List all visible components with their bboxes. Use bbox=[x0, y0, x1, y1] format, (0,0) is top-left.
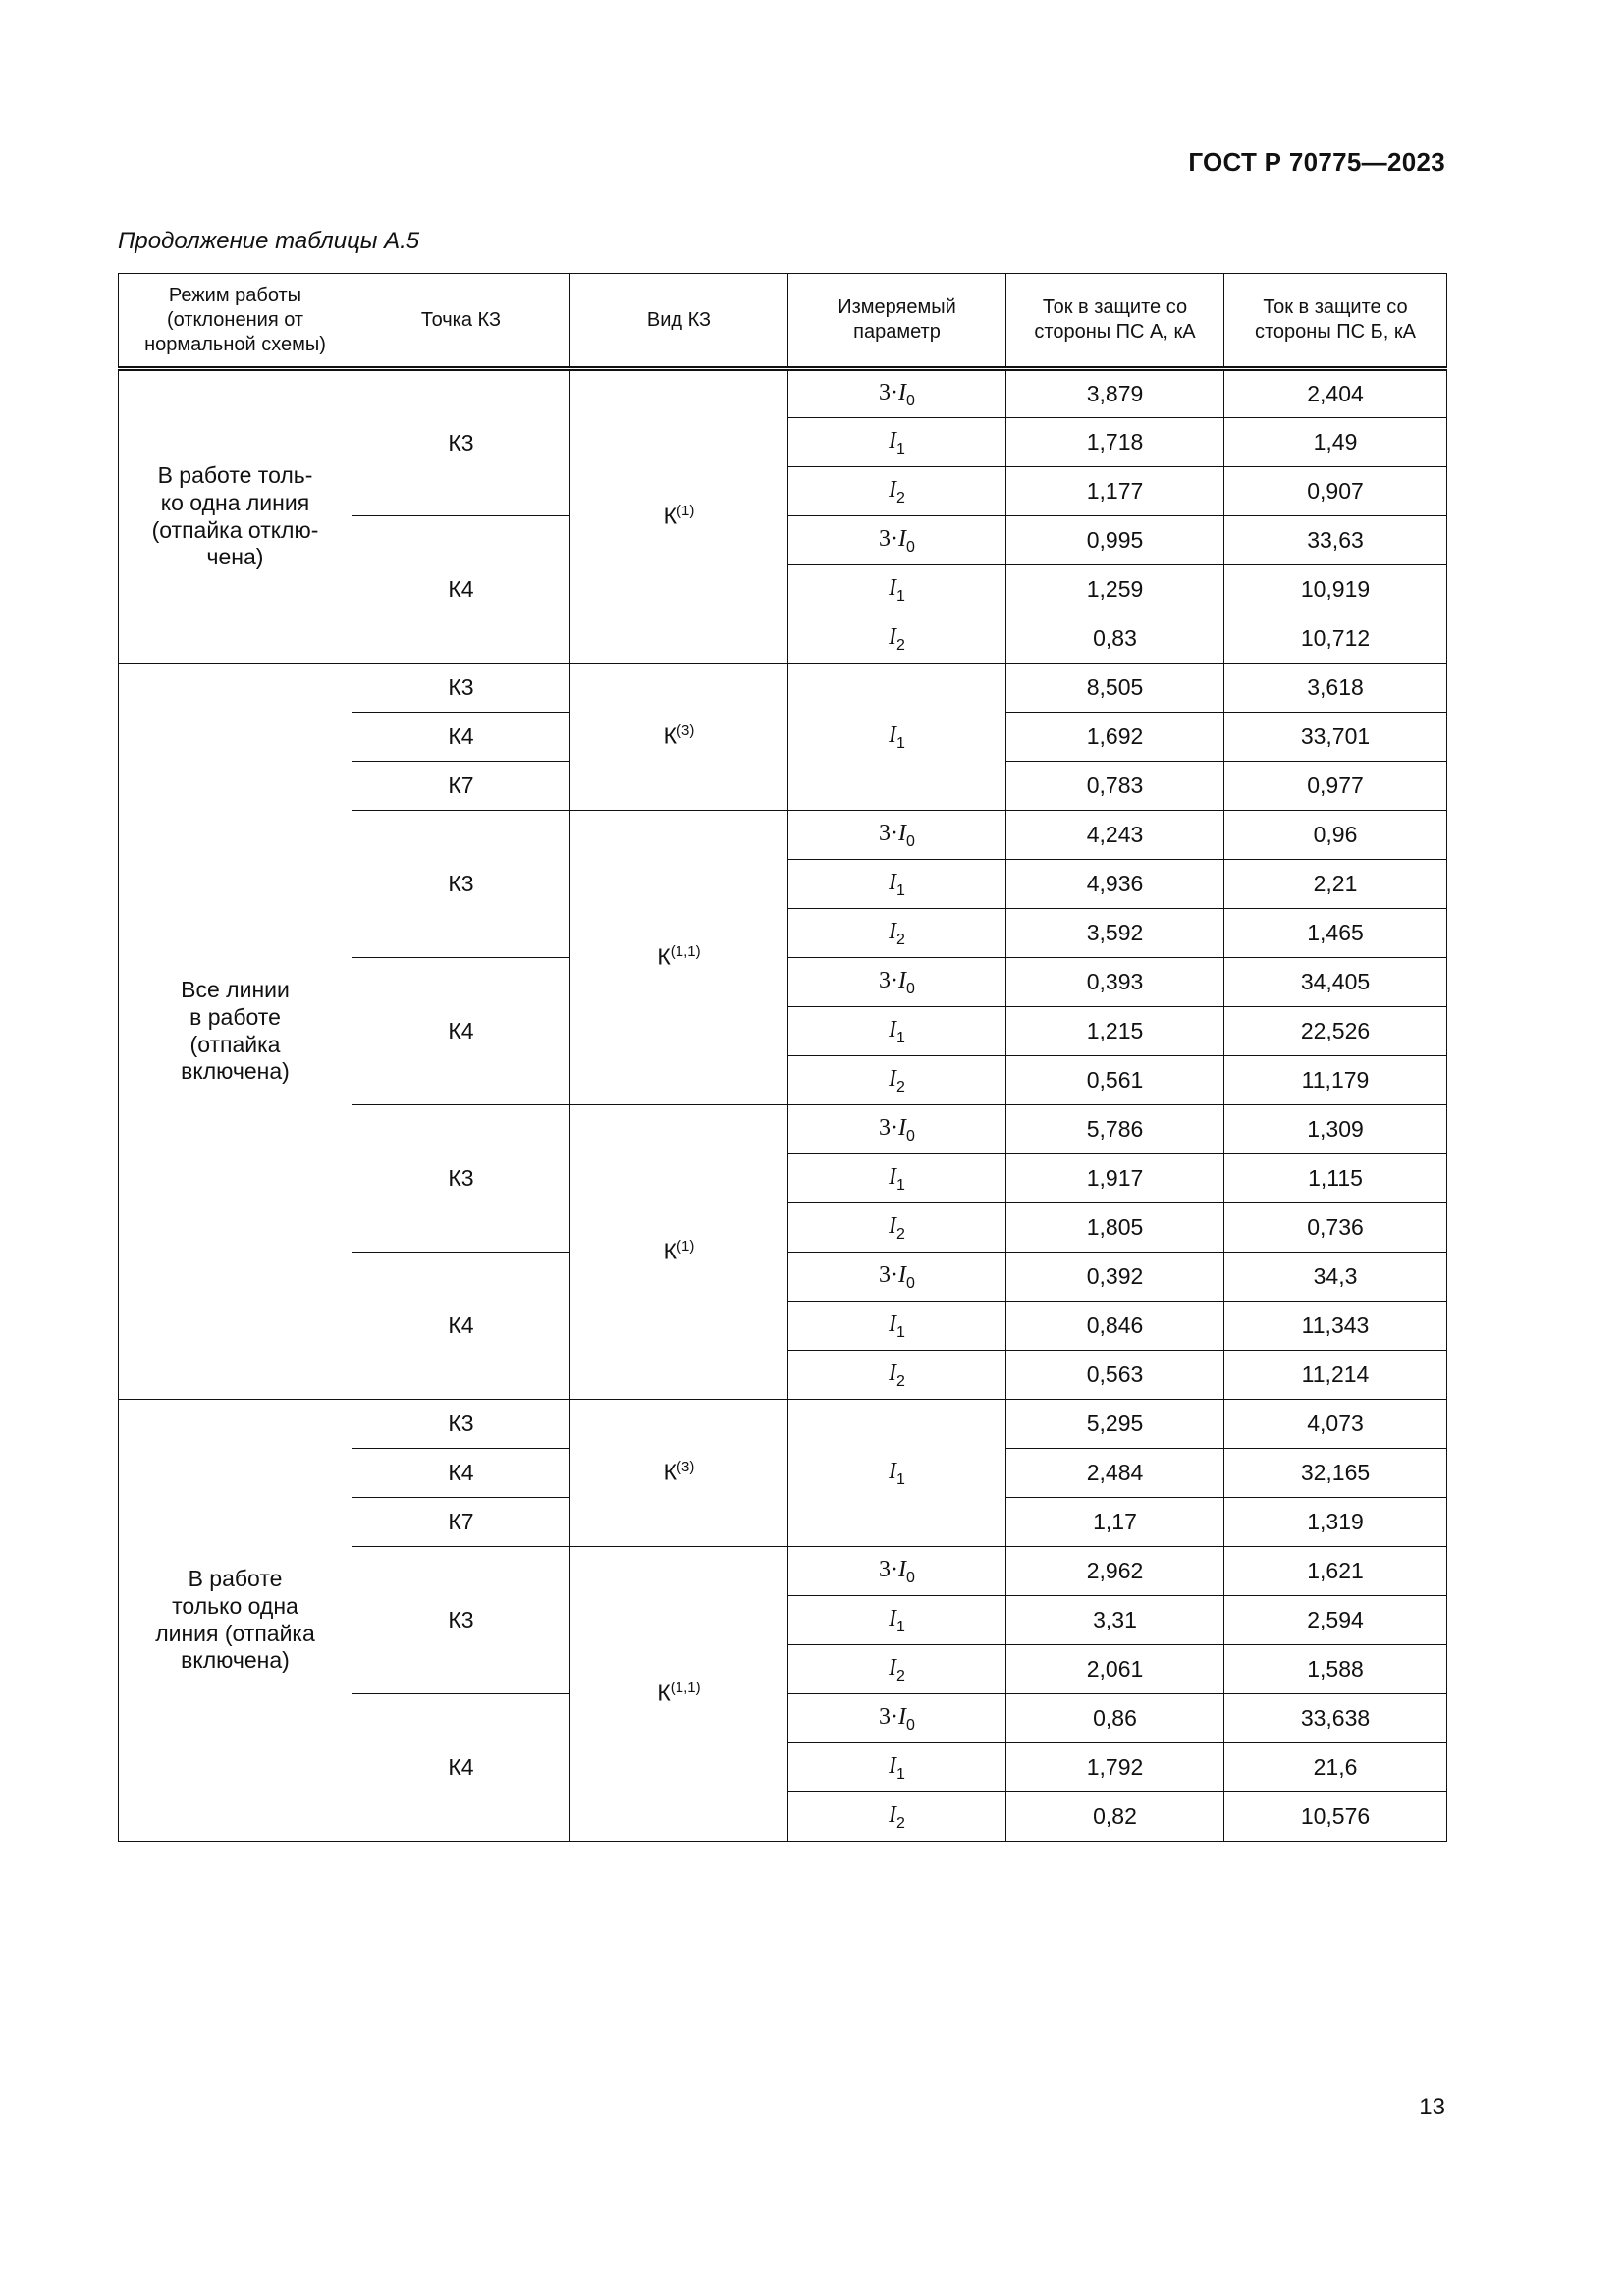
fault-type-order: (3) bbox=[677, 722, 695, 740]
parameter-cell bbox=[788, 418, 1006, 467]
current-side-b-cell: 11,343 bbox=[1224, 1302, 1447, 1351]
fault-type-order: (3) bbox=[677, 1459, 695, 1476]
mode-cell bbox=[119, 1400, 352, 1842]
parameter-cell bbox=[788, 1154, 1006, 1203]
current-side-a-cell: 1,718 bbox=[1006, 418, 1224, 467]
current-symbol: I bbox=[889, 1310, 897, 1337]
current-index: 0 bbox=[906, 1127, 915, 1145]
current-index: 2 bbox=[896, 931, 905, 948]
current-side-a-cell: 1,259 bbox=[1006, 565, 1224, 614]
parameter-cell bbox=[788, 369, 1006, 418]
fault-type-base: К bbox=[663, 1460, 677, 1486]
parameter-cell bbox=[788, 467, 1006, 516]
mode-cell bbox=[119, 664, 352, 1400]
fault-point-cell: К4 bbox=[352, 516, 570, 664]
column-header-type: Вид КЗ bbox=[570, 274, 788, 369]
table-row bbox=[119, 664, 1447, 713]
page-number: 13 bbox=[1419, 2094, 1445, 2120]
fault-point-cell: К3 bbox=[352, 1400, 570, 1449]
current-side-a-cell: 1,805 bbox=[1006, 1203, 1224, 1253]
current-index: 0 bbox=[906, 538, 915, 556]
current-side-b-cell: 1,319 bbox=[1224, 1498, 1447, 1547]
current-side-a-cell: 1,792 bbox=[1006, 1743, 1224, 1792]
fault-type-base: К bbox=[663, 723, 677, 750]
parameter-cell bbox=[788, 516, 1006, 565]
zero-sequence-prefix: 3· bbox=[879, 967, 899, 993]
fault-type-base: К bbox=[663, 1239, 677, 1265]
parameter-cell bbox=[788, 958, 1006, 1007]
parameter-cell bbox=[788, 1105, 1006, 1154]
parameter-cell bbox=[788, 1743, 1006, 1792]
current-side-a-cell: 2,962 bbox=[1006, 1547, 1224, 1596]
fault-point-cell: К7 bbox=[352, 762, 570, 811]
current-symbol: I bbox=[898, 820, 907, 846]
table-row bbox=[119, 1400, 1447, 1449]
parameter-cell bbox=[788, 1203, 1006, 1253]
fault-current-table bbox=[118, 273, 1447, 1842]
current-index: 2 bbox=[896, 1078, 905, 1095]
current-index: 1 bbox=[896, 1029, 905, 1046]
current-index: 0 bbox=[906, 832, 915, 850]
current-side-b-cell: 33,638 bbox=[1224, 1694, 1447, 1743]
current-symbol: I bbox=[889, 1360, 897, 1386]
parameter-cell bbox=[788, 614, 1006, 664]
current-side-a-cell: 0,846 bbox=[1006, 1302, 1224, 1351]
current-side-b-cell: 0,736 bbox=[1224, 1203, 1447, 1253]
current-index: 1 bbox=[896, 1323, 905, 1341]
current-side-a-cell: 0,393 bbox=[1006, 958, 1224, 1007]
current-symbol: I bbox=[889, 427, 897, 454]
current-side-b-cell: 0,96 bbox=[1224, 811, 1447, 860]
current-side-a-cell: 2,484 bbox=[1006, 1449, 1224, 1498]
current-index: 1 bbox=[896, 881, 905, 899]
fault-point-cell: К4 bbox=[352, 958, 570, 1105]
current-index: 1 bbox=[896, 1470, 905, 1488]
parameter-cell bbox=[788, 1645, 1006, 1694]
current-side-a-cell: 3,879 bbox=[1006, 369, 1224, 418]
current-side-b-cell: 1,588 bbox=[1224, 1645, 1447, 1694]
current-symbol: I bbox=[889, 623, 897, 650]
current-side-a-cell: 1,215 bbox=[1006, 1007, 1224, 1056]
current-side-b-cell: 34,3 bbox=[1224, 1253, 1447, 1302]
table-body bbox=[119, 369, 1447, 1842]
current-symbol: I bbox=[898, 525, 907, 552]
current-index: 1 bbox=[896, 1176, 905, 1194]
fault-point-cell: К4 bbox=[352, 713, 570, 762]
fault-type-cell bbox=[570, 811, 788, 1105]
current-side-b-cell: 32,165 bbox=[1224, 1449, 1447, 1498]
current-index: 2 bbox=[896, 636, 905, 654]
column-header-mode: Режим работы (отклонения от нормальной схемы) bbox=[119, 274, 352, 369]
fault-type-order: (1) bbox=[677, 1238, 695, 1255]
current-side-b-cell: 1,115 bbox=[1224, 1154, 1447, 1203]
fault-point-cell: К7 bbox=[352, 1498, 570, 1547]
current-side-b-cell: 33,701 bbox=[1224, 713, 1447, 762]
zero-sequence-prefix: 3· bbox=[879, 525, 899, 552]
mode-cell bbox=[119, 369, 352, 664]
current-side-a-cell: 0,561 bbox=[1006, 1056, 1224, 1105]
current-symbol: I bbox=[889, 1212, 897, 1239]
current-symbol: I bbox=[889, 869, 897, 895]
current-side-a-cell: 5,295 bbox=[1006, 1400, 1224, 1449]
current-side-b-cell: 1,621 bbox=[1224, 1547, 1447, 1596]
parameter-cell bbox=[788, 1056, 1006, 1105]
current-index: 0 bbox=[906, 392, 915, 409]
current-side-a-cell: 4,936 bbox=[1006, 860, 1224, 909]
table-caption: Продолжение таблицы А.5 bbox=[118, 228, 420, 254]
fault-type-cell bbox=[570, 369, 788, 664]
current-index: 1 bbox=[896, 587, 905, 605]
current-symbol: I bbox=[889, 1654, 897, 1681]
parameter-cell bbox=[788, 909, 1006, 958]
current-symbol: I bbox=[898, 379, 907, 405]
current-symbol: I bbox=[889, 721, 897, 748]
current-side-a-cell: 0,783 bbox=[1006, 762, 1224, 811]
mode-label: В работе только одна линия (отпайка включена) bbox=[155, 1566, 315, 1674]
current-side-b-cell: 0,907 bbox=[1224, 467, 1447, 516]
current-index: 2 bbox=[896, 1667, 905, 1684]
current-side-b-cell: 2,594 bbox=[1224, 1596, 1447, 1645]
zero-sequence-prefix: 3· bbox=[879, 1703, 899, 1730]
current-symbol: I bbox=[889, 1605, 897, 1631]
current-index: 2 bbox=[896, 489, 905, 507]
table-row bbox=[119, 369, 1447, 418]
current-index: 1 bbox=[896, 734, 905, 752]
fault-type-cell bbox=[570, 1547, 788, 1842]
current-side-b-cell: 21,6 bbox=[1224, 1743, 1447, 1792]
current-symbol: I bbox=[889, 1801, 897, 1828]
parameter-cell bbox=[788, 1547, 1006, 1596]
current-side-a-cell: 5,786 bbox=[1006, 1105, 1224, 1154]
current-symbol: I bbox=[898, 1703, 907, 1730]
parameter-cell bbox=[788, 811, 1006, 860]
current-side-b-cell: 2,404 bbox=[1224, 369, 1447, 418]
fault-type-order: (1,1) bbox=[670, 1680, 701, 1697]
document-code: ГОСТ Р 70775—2023 bbox=[1188, 147, 1445, 177]
current-symbol: I bbox=[898, 1114, 907, 1141]
fault-point-cell: К3 bbox=[352, 1105, 570, 1253]
current-index: 1 bbox=[896, 440, 905, 457]
current-symbol: I bbox=[889, 1016, 897, 1042]
current-side-a-cell: 0,83 bbox=[1006, 614, 1224, 664]
parameter-cell bbox=[788, 1596, 1006, 1645]
zero-sequence-prefix: 3· bbox=[879, 1261, 899, 1288]
current-symbol: I bbox=[889, 574, 897, 601]
current-side-b-cell: 11,214 bbox=[1224, 1351, 1447, 1400]
current-symbol: I bbox=[898, 967, 907, 993]
current-side-a-cell: 4,243 bbox=[1006, 811, 1224, 860]
parameter-cell bbox=[788, 1302, 1006, 1351]
current-side-b-cell: 1,465 bbox=[1224, 909, 1447, 958]
parameter-cell bbox=[788, 1400, 1006, 1547]
current-index: 2 bbox=[896, 1814, 905, 1832]
fault-point-cell: К4 bbox=[352, 1253, 570, 1400]
current-side-b-cell: 33,63 bbox=[1224, 516, 1447, 565]
parameter-cell bbox=[788, 1253, 1006, 1302]
current-symbol: I bbox=[889, 1752, 897, 1779]
column-header-current-a: Ток в защите со стороны ПС А, кА bbox=[1006, 274, 1224, 369]
current-side-a-cell: 3,592 bbox=[1006, 909, 1224, 958]
current-side-b-cell: 2,21 bbox=[1224, 860, 1447, 909]
current-side-b-cell: 3,618 bbox=[1224, 664, 1447, 713]
current-side-a-cell: 1,17 bbox=[1006, 1498, 1224, 1547]
current-side-a-cell: 2,061 bbox=[1006, 1645, 1224, 1694]
fault-point-cell: К4 bbox=[352, 1449, 570, 1498]
parameter-cell bbox=[788, 664, 1006, 811]
current-side-a-cell: 0,995 bbox=[1006, 516, 1224, 565]
table-header-row bbox=[119, 274, 1447, 369]
column-header-current-b: Ток в защите со стороны ПС Б, кА bbox=[1224, 274, 1447, 369]
mode-label: Все линии в работе (отпайка включена) bbox=[181, 977, 290, 1085]
current-side-b-cell: 10,919 bbox=[1224, 565, 1447, 614]
parameter-cell bbox=[788, 1007, 1006, 1056]
current-index: 0 bbox=[906, 1274, 915, 1292]
column-header-parameter: Измеряемый параметр bbox=[788, 274, 1006, 369]
current-index: 1 bbox=[896, 1765, 905, 1783]
current-side-a-cell: 8,505 bbox=[1006, 664, 1224, 713]
current-symbol: I bbox=[889, 918, 897, 944]
zero-sequence-prefix: 3· bbox=[879, 1114, 899, 1141]
column-header-point: Точка КЗ bbox=[352, 274, 570, 369]
current-side-b-cell: 11,179 bbox=[1224, 1056, 1447, 1105]
current-symbol: I bbox=[889, 1163, 897, 1190]
fault-type-cell bbox=[570, 664, 788, 811]
current-index: 0 bbox=[906, 1716, 915, 1734]
current-symbol: I bbox=[898, 1261, 907, 1288]
fault-point-cell: К3 bbox=[352, 811, 570, 958]
fault-type-cell bbox=[570, 1105, 788, 1400]
current-side-a-cell: 0,563 bbox=[1006, 1351, 1224, 1400]
parameter-cell bbox=[788, 565, 1006, 614]
fault-point-cell: К3 bbox=[352, 664, 570, 713]
mode-label: В работе толь- ко одна линия (отпайка отклю- чена) bbox=[151, 462, 319, 570]
current-side-b-cell: 0,977 bbox=[1224, 762, 1447, 811]
current-side-a-cell: 0,392 bbox=[1006, 1253, 1224, 1302]
current-symbol: I bbox=[898, 1556, 907, 1582]
fault-type-order: (1) bbox=[677, 503, 695, 520]
zero-sequence-prefix: 3· bbox=[879, 820, 899, 846]
current-side-a-cell: 3,31 bbox=[1006, 1596, 1224, 1645]
current-side-b-cell: 1,49 bbox=[1224, 418, 1447, 467]
fault-point-cell: К3 bbox=[352, 1547, 570, 1694]
current-side-b-cell: 10,712 bbox=[1224, 614, 1447, 664]
current-index: 2 bbox=[896, 1225, 905, 1243]
current-index: 1 bbox=[896, 1618, 905, 1635]
fault-type-order: (1,1) bbox=[670, 943, 701, 961]
parameter-cell bbox=[788, 1792, 1006, 1842]
parameter-cell bbox=[788, 1694, 1006, 1743]
current-side-b-cell: 4,073 bbox=[1224, 1400, 1447, 1449]
current-side-a-cell: 1,692 bbox=[1006, 713, 1224, 762]
current-index: 0 bbox=[906, 980, 915, 997]
fault-type-base: К bbox=[663, 504, 677, 530]
fault-point-cell: К3 bbox=[352, 369, 570, 516]
zero-sequence-prefix: 3· bbox=[879, 1556, 899, 1582]
fault-type-cell bbox=[570, 1400, 788, 1547]
parameter-cell bbox=[788, 1351, 1006, 1400]
current-index: 0 bbox=[906, 1569, 915, 1586]
fault-type-base: К bbox=[657, 1681, 671, 1707]
parameter-cell bbox=[788, 860, 1006, 909]
current-side-b-cell: 1,309 bbox=[1224, 1105, 1447, 1154]
current-side-a-cell: 1,917 bbox=[1006, 1154, 1224, 1203]
current-symbol: I bbox=[889, 1065, 897, 1092]
current-side-b-cell: 22,526 bbox=[1224, 1007, 1447, 1056]
current-symbol: I bbox=[889, 476, 897, 503]
current-side-a-cell: 0,86 bbox=[1006, 1694, 1224, 1743]
zero-sequence-prefix: 3· bbox=[879, 379, 899, 405]
fault-type-base: К bbox=[657, 944, 671, 971]
current-side-b-cell: 10,576 bbox=[1224, 1792, 1447, 1842]
current-side-a-cell: 1,177 bbox=[1006, 467, 1224, 516]
current-index: 2 bbox=[896, 1372, 905, 1390]
current-side-a-cell: 0,82 bbox=[1006, 1792, 1224, 1842]
current-side-b-cell: 34,405 bbox=[1224, 958, 1447, 1007]
fault-point-cell: К4 bbox=[352, 1694, 570, 1842]
current-symbol: I bbox=[889, 1458, 897, 1484]
